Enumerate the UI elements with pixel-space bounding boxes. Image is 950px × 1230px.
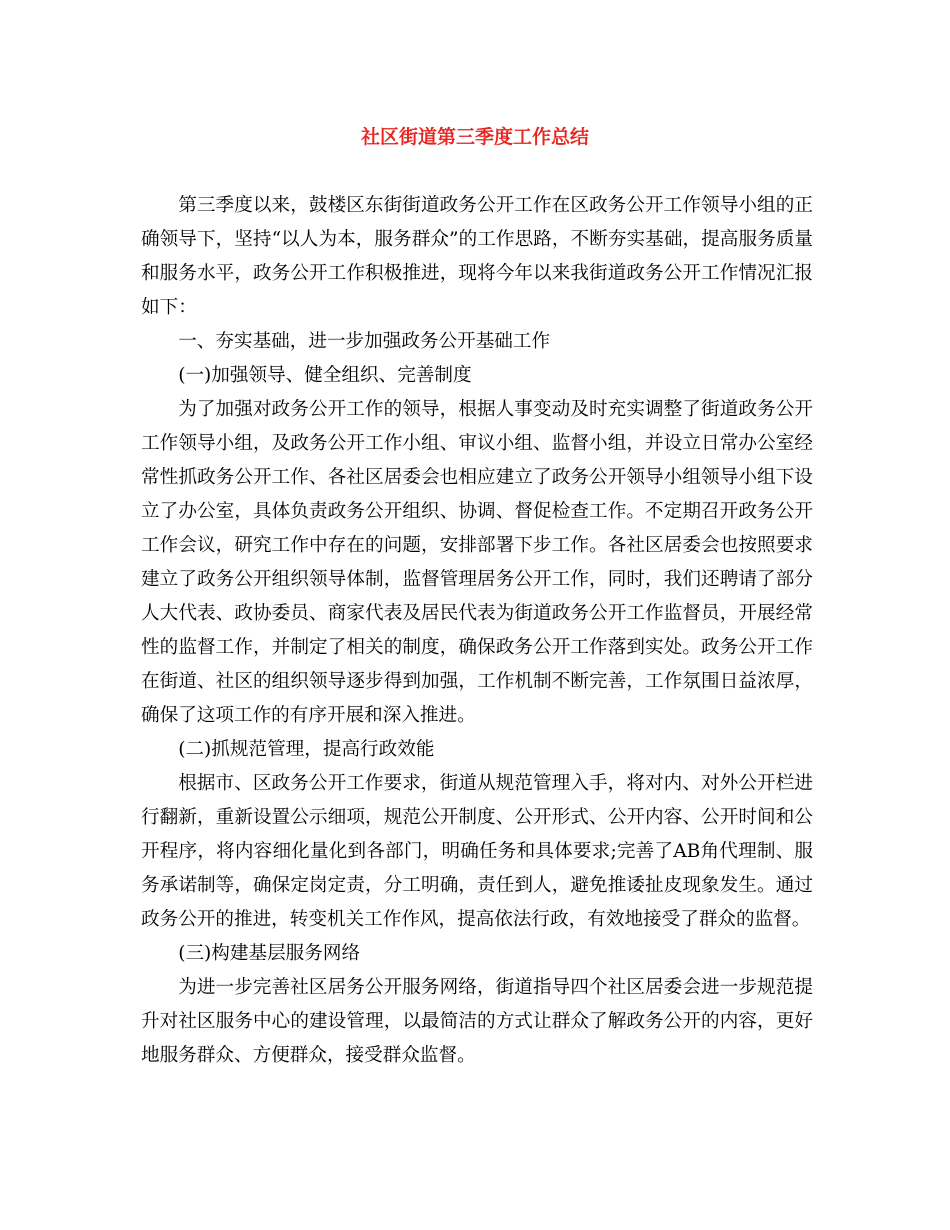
- body-paragraph: 为进一步完善社区居务公开服务网络，街道指导四个社区居委会进一步规范提升对社区服务中心的建设管理，以最简洁的方式让群众了解政务公开的内容，更好地服务群众、方便群众，接受群众监督。: [141, 977, 813, 1066]
- body-paragraph: 根据市、区政务公开工作要求，街道从规范管理入手，将对内、对外公开栏进行翻新，重新设置公示细项，规范公开制度、公开形式、公开内容、公开时间和公开程序，将内容细化量化到各部门，明确任务和具体要求;完善了AB角代理制、服务承诺制等，确保定岗定责，分工明确，责任到人，避免推诿扯皮现象发生。通过政务公开的推进，转变机关工作作风，提高依法行政，有效地接受了群众的监督。: [141, 773, 813, 930]
- body-paragraph: 第三季度以来，鼓楼区东街街道政务公开工作在区政务公开工作领导小组的正确领导下，坚持“以人为本，服务群众”的工作思路，不断夯实基础，提高服务质量和服务水平，政务公开工作积极推进，现将今年以来我街道政务公开工作情况汇报如下：: [141, 195, 813, 318]
- subsection-heading: (二)抓规范管理，提高行政效能: [178, 739, 435, 760]
- body-paragraph: 为了加强对政务公开工作的领导，根据人事变动及时充实调整了街道政务公开工作领导小组，及政务公开工作小组、审议小组、监督小组，并设立日常办公室经常性抓政务公开工作、各社区居委会也相应建立了政务公开领导小组领导小组下设立了办公室，具体负责政务公开组织、协调、督促检查工作。不定期召开政务公开工作会议，研究工作中存在的问题，安排部署下步工作。各社区居委会也按照要求建立了政务公开组织领导体制，监督管理居务公开工作，同时，我们还聘请了部分人大代表、政协委员、商家代表及居民代表为街道政务公开工作监督员，开展经常性的监督工作，并制定了相关的制度，确保政务公开工作落到实处。政务公开工作在街道、社区的组织领导逐步得到加强，工作机制不断完善，工作氛围日益浓厚，确保了这项工作的有序开展和深入推进。: [141, 399, 813, 726]
- subsection-heading: (一)加强领导、健全组织、完善制度: [178, 365, 472, 386]
- document-body: [141, 189, 813, 1073]
- subsection-heading: (三)构建基层服务网络: [178, 943, 361, 964]
- document-title: 社区街道第三季度工作总结: [360, 126, 589, 148]
- section-heading: 一、夯实基础，进一步加强政务公开基础工作: [178, 331, 551, 352]
